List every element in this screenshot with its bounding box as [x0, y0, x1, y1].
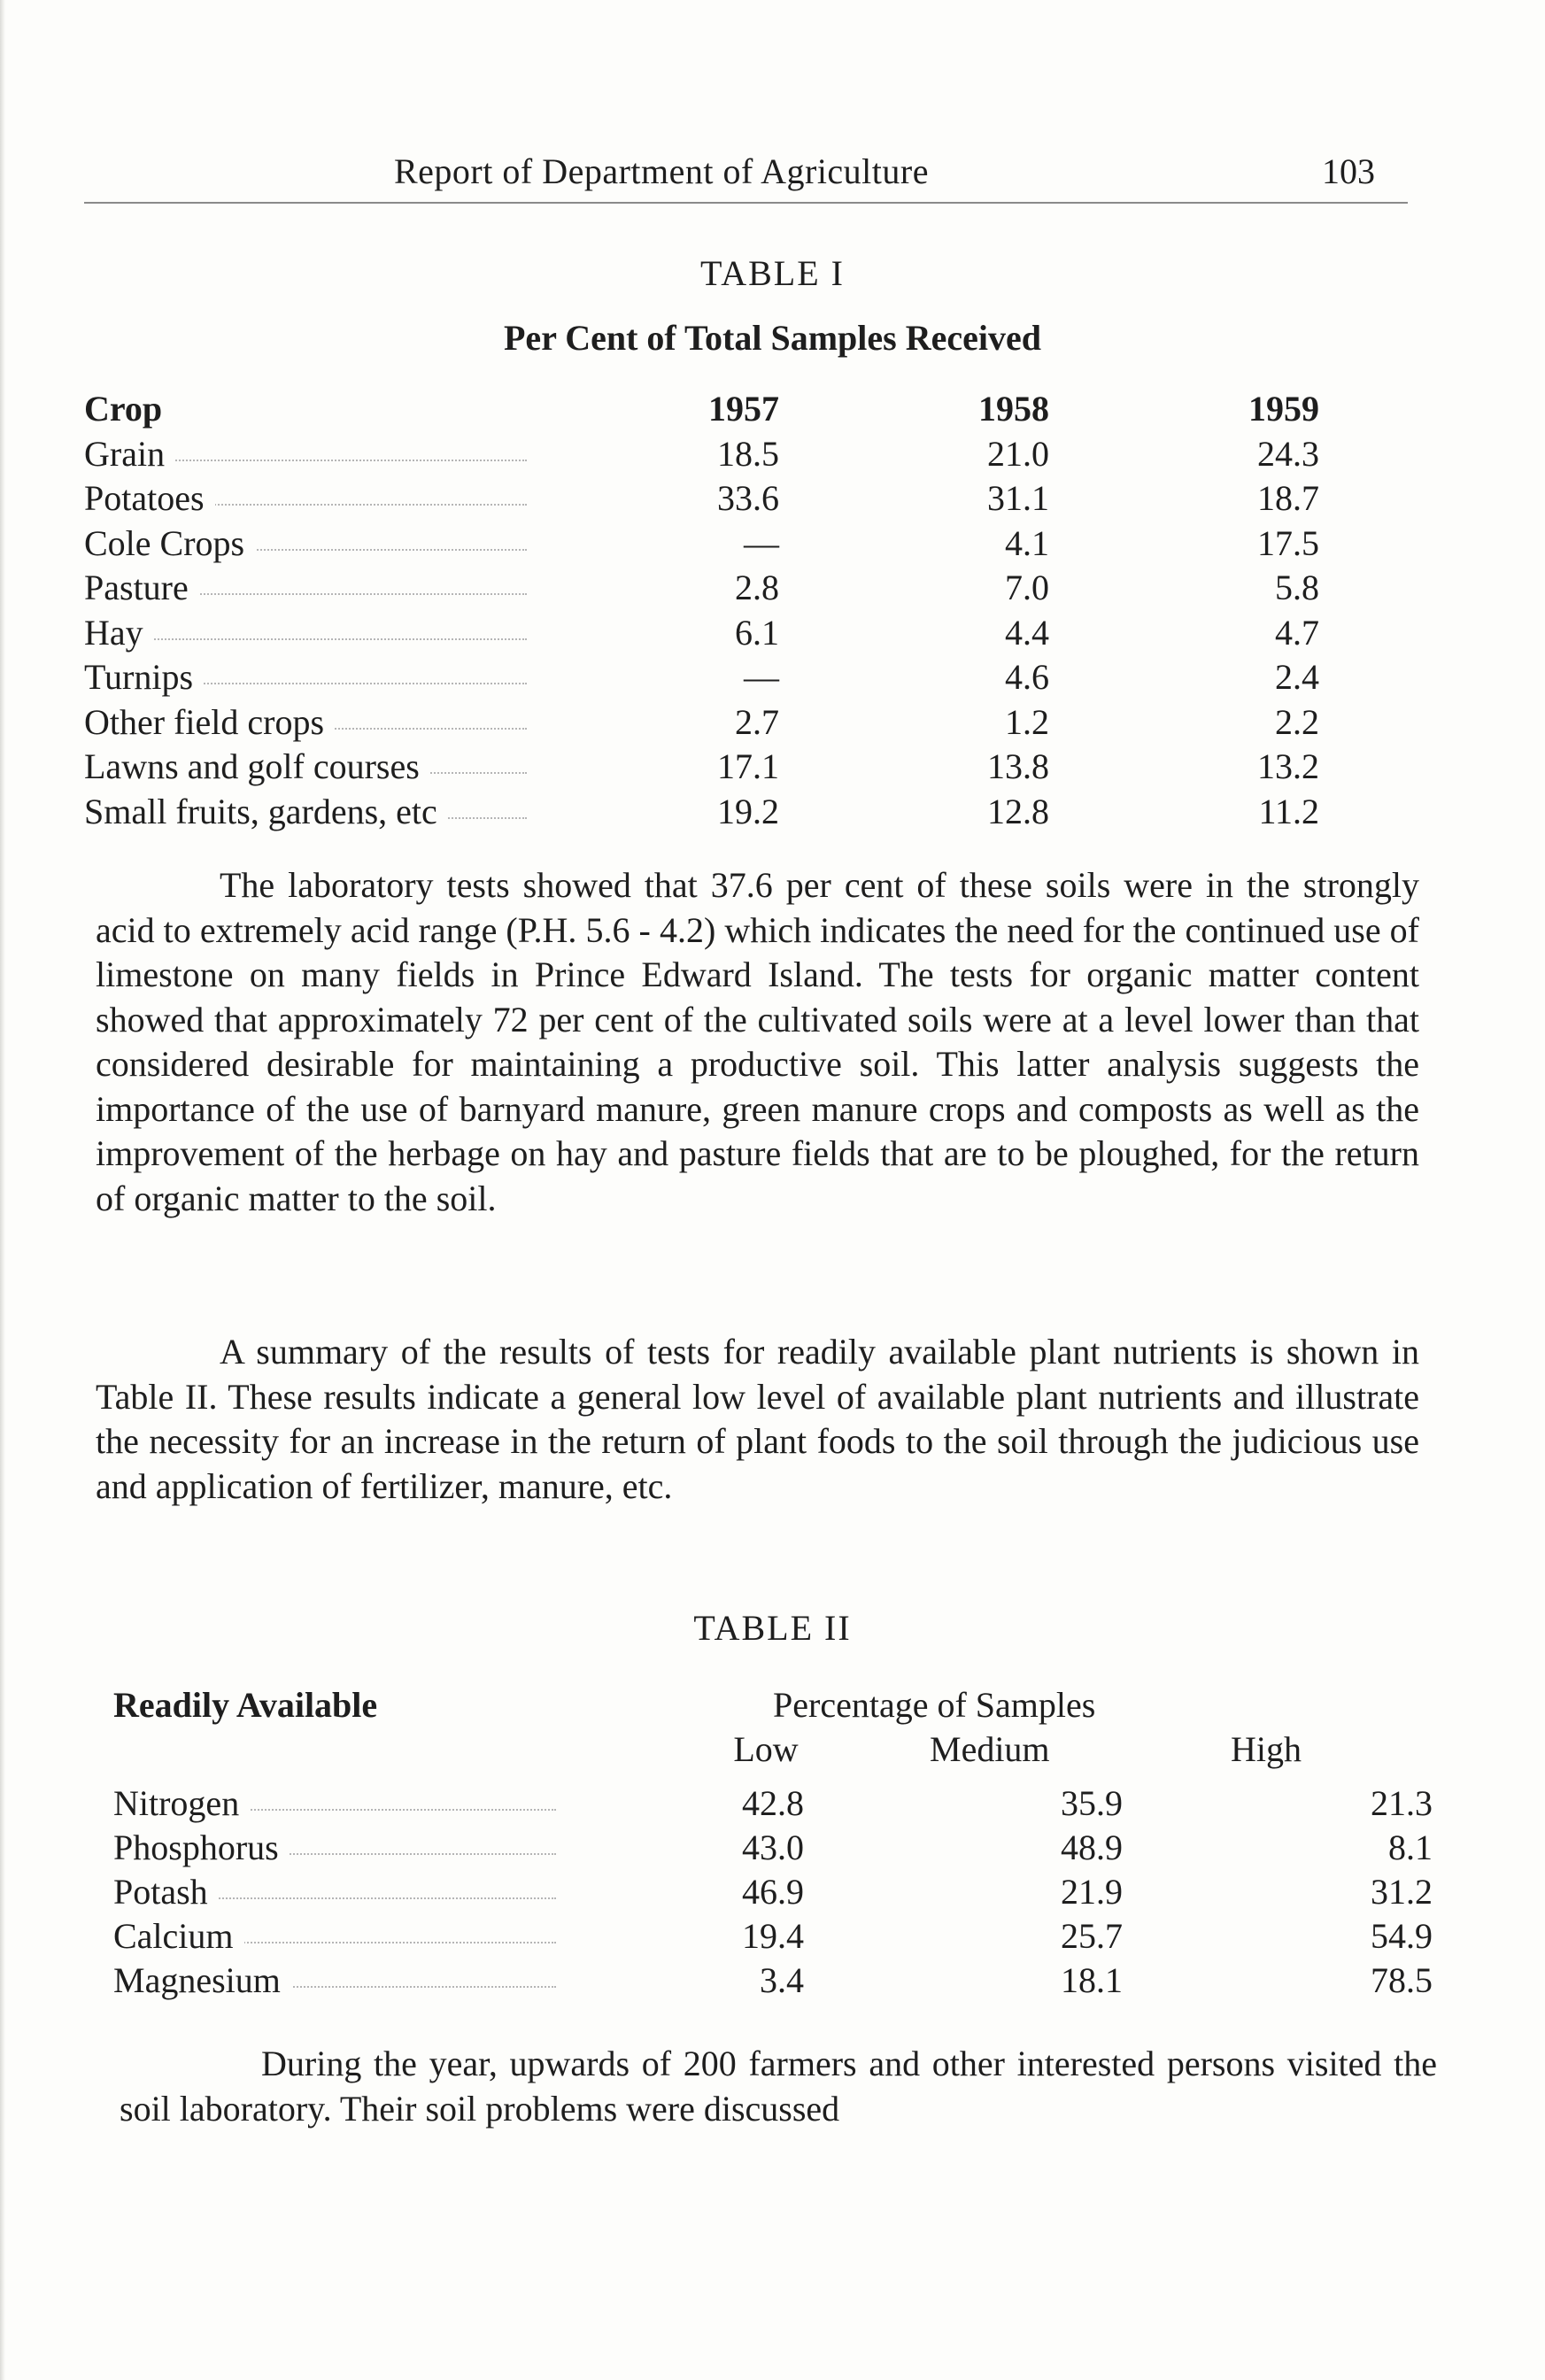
value-1959: 18.7 [1257, 478, 1319, 518]
table-row [84, 791, 1324, 836]
value-high: 54.9 [1371, 1916, 1433, 1956]
crop-name [84, 477, 215, 519]
value-1958: 13.8 [987, 746, 1049, 786]
table-row [84, 656, 1324, 701]
value-1958: 7.0 [1005, 568, 1049, 607]
crop-name [84, 612, 154, 653]
table2-col-low: Low [733, 1729, 799, 1769]
table-row [84, 612, 1324, 657]
table-row [113, 1871, 1433, 1915]
crop-label: Hay [84, 613, 154, 653]
table-row [113, 1915, 1433, 1959]
table-row [84, 701, 1324, 746]
crop-label: Lawns and golf courses [84, 746, 430, 786]
value-1957: 33.6 [717, 478, 779, 518]
value-1959: 24.3 [1257, 433, 1319, 474]
nutrient-name [113, 1782, 250, 1824]
value-medium: 48.9 [1061, 1828, 1123, 1867]
value-1959: 4.7 [1275, 612, 1319, 653]
value-1958: 21.0 [987, 433, 1049, 474]
value-1959: 17.5 [1257, 522, 1319, 563]
value-1957: 2.7 [735, 701, 779, 742]
paragraph-soil-acidity: The laboratory tests showed that 37.6 per cent of these soils were in the strongly acid to extremely acid range (P.H. 5.6 - 4.2) which indicates the need for the continued use of limestone on many fields in Prince Edward Island. The tests for organic matter content showed that approximately 72 per cent of the cultivated soils were at a level lower than that considered desirable for maintaining a productive soil. This latter analysis suggests the importance of the use of barnyard manure, green manure crops and composts as well as the improvement of the herbage on hay and pasture fields that are to be ploughed, for the return of organic matter to the soil. [96, 865, 1419, 1218]
value-high: 21.3 [1371, 1783, 1433, 1823]
value-high: 31.2 [1371, 1872, 1433, 1912]
value-1957: 19.2 [717, 791, 779, 831]
table2-body [113, 1782, 1433, 2004]
table-row [113, 1782, 1433, 1827]
table1-title: TABLE I [700, 253, 845, 293]
crop-label: Potatoes [84, 478, 215, 518]
value-high: 8.1 [1388, 1828, 1433, 1867]
value-medium: 25.7 [1061, 1916, 1123, 1956]
table1-col-1958: 1958 [978, 389, 1049, 429]
value-low: 42.8 [742, 1783, 804, 1823]
value-1959: 11.2 [1258, 791, 1319, 831]
value-1959: 2.4 [1275, 657, 1319, 697]
value-1958: 4.6 [1005, 657, 1049, 697]
value-low: 19.4 [742, 1916, 804, 1956]
nutrient-label: Phosphorus [113, 1828, 290, 1867]
value-1958: 1.2 [1005, 701, 1049, 742]
table2-row-header: Readily Available [113, 1685, 378, 1725]
nutrient-name [113, 1959, 291, 2001]
value-1957: 6.1 [735, 612, 779, 653]
table1-col-1959: 1959 [1248, 389, 1319, 429]
table1-caption: Per Cent of Total Samples Received [504, 318, 1041, 358]
nutrient-name [113, 1827, 290, 1868]
crop-label: Cole Crops [84, 523, 255, 563]
crop-label: Grain [84, 434, 175, 474]
table2-group-header: Percentage of Samples [773, 1685, 1096, 1725]
table2-col-medium: Medium [930, 1729, 1050, 1769]
running-title: Report of Department of Agriculture [394, 151, 929, 191]
value-low: 43.0 [742, 1828, 804, 1867]
table2 [113, 1782, 1433, 2004]
table-row [84, 746, 1324, 791]
crop-name [84, 791, 448, 832]
value-1957: 18.5 [717, 433, 779, 474]
value-low: 46.9 [742, 1872, 804, 1912]
table-row [84, 433, 1324, 478]
crop-name [84, 746, 430, 787]
paragraph-nutrient-summary: A summary of the results of tests for readily available plant nutrients is shown in Table II. These results indicate a general low level of available plant nutrients and illustrate the necessity for an increase in the return of plant foods to the soil through the judicious use and application of fertilizer, manure, etc. [96, 1332, 1419, 1506]
table1-header-row [84, 388, 1324, 433]
value-1957: — [744, 522, 779, 563]
crop-label: Small fruits, gardens, etc [84, 792, 448, 831]
table1-col-1957: 1957 [708, 389, 779, 429]
value-high: 78.5 [1371, 1960, 1433, 2000]
value-1958: 12.8 [987, 791, 1049, 831]
nutrient-label: Magnesium [113, 1960, 291, 2000]
value-1957: 2.8 [735, 568, 779, 607]
table-row [113, 1959, 1433, 2004]
table1-body [84, 433, 1324, 836]
crop-label: Turnips [84, 657, 204, 697]
value-1958: 4.4 [1005, 612, 1049, 653]
crop-label: Pasture [84, 568, 199, 607]
value-low: 3.4 [760, 1960, 804, 2000]
table2-title: TABLE II [693, 1608, 852, 1648]
nutrient-label: Nitrogen [113, 1783, 250, 1823]
value-1958: 31.1 [987, 478, 1049, 518]
page-number: 103 [1322, 151, 1375, 191]
table-row [84, 477, 1324, 522]
table-row [113, 1827, 1433, 1871]
nutrient-label: Potash [113, 1872, 219, 1912]
table1 [84, 388, 1324, 835]
value-medium: 21.9 [1061, 1872, 1123, 1912]
table1-col-crop: Crop [84, 389, 163, 429]
nutrient-name [113, 1871, 219, 1912]
value-medium: 35.9 [1061, 1783, 1123, 1823]
nutrient-label: Calcium [113, 1916, 244, 1956]
value-1957: 17.1 [717, 746, 779, 786]
value-1958: 4.1 [1005, 522, 1049, 563]
crop-label: Other field crops [84, 702, 335, 742]
value-1959: 5.8 [1275, 568, 1319, 607]
value-1959: 2.2 [1275, 701, 1319, 742]
header-rule [84, 202, 1408, 204]
crop-name [84, 656, 204, 698]
nutrient-name [113, 1915, 244, 1957]
crop-name [84, 701, 335, 743]
table-row [84, 567, 1324, 612]
crop-name [84, 522, 255, 564]
table-row [84, 522, 1324, 568]
crop-name [84, 567, 199, 608]
value-1959: 13.2 [1257, 746, 1319, 786]
table2-col-high: High [1231, 1729, 1302, 1769]
crop-name [84, 433, 175, 475]
value-1957: — [744, 657, 779, 697]
paragraph-laboratory-visits: During the year, upwards of 200 farmers and other interested persons visited the soil laboratory. Their soil problems were discussed [120, 2044, 1437, 2129]
value-medium: 18.1 [1061, 1960, 1123, 2000]
